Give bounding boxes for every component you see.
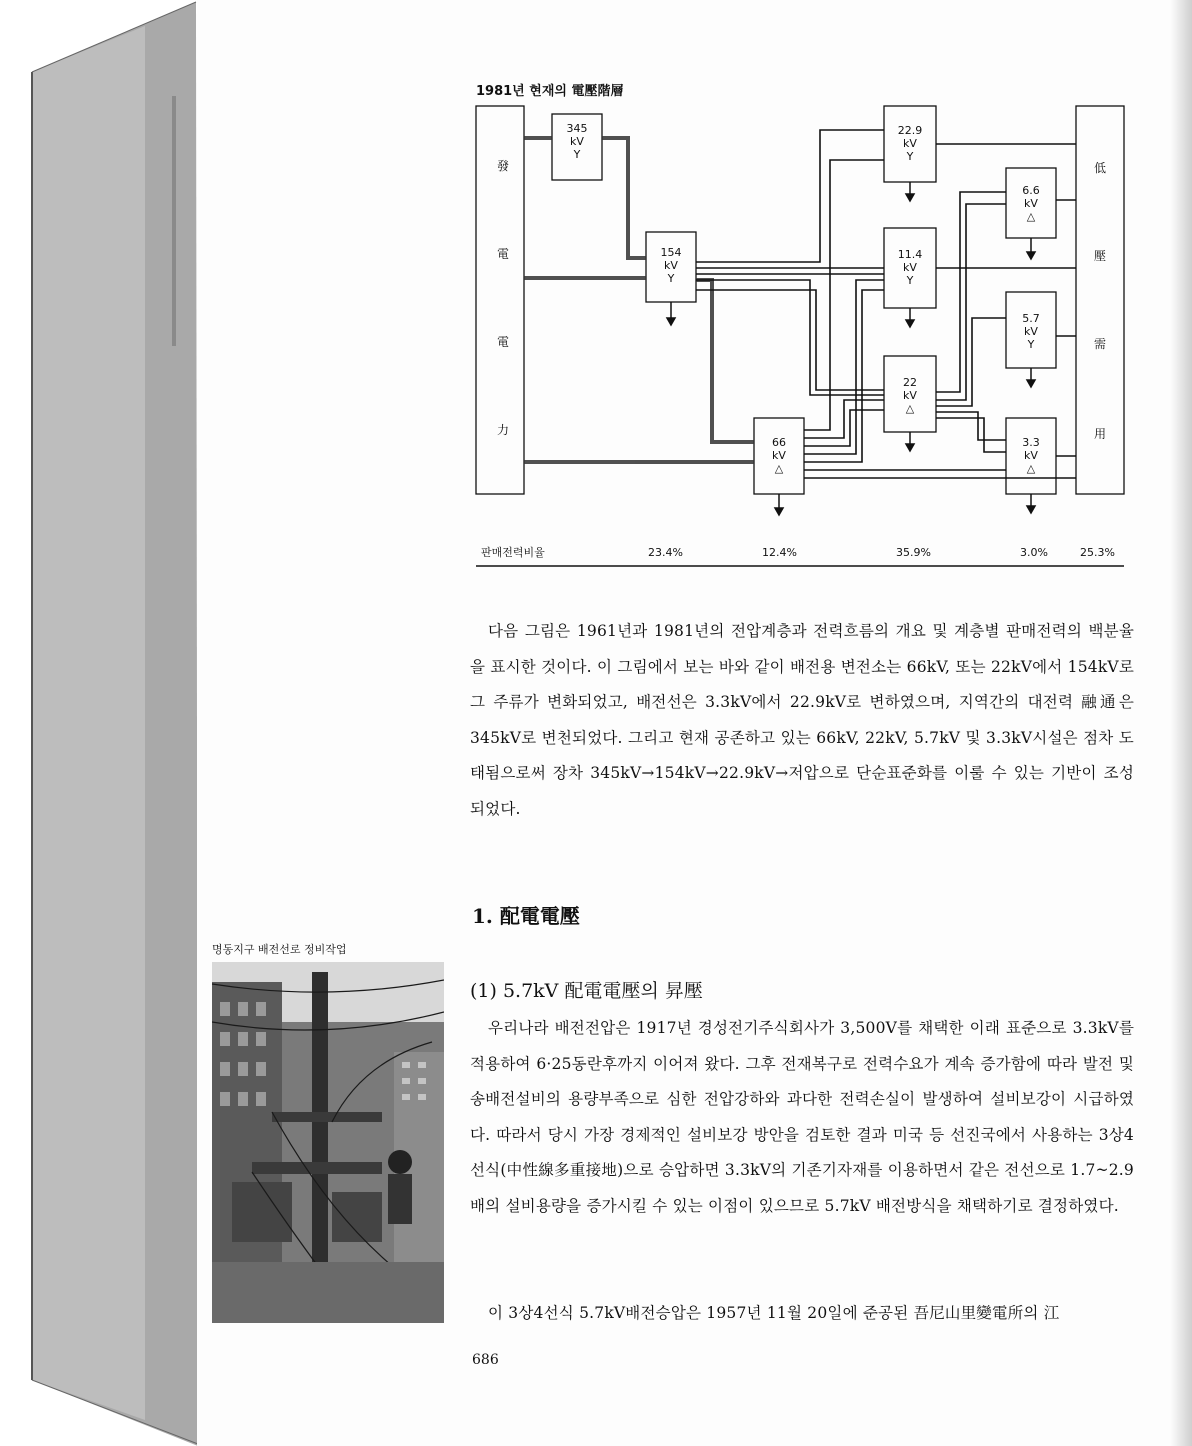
box-22-9kv-label: 22.9 kV Y xyxy=(897,124,923,163)
subsection-heading: (1) 5.7kV 配電電壓의 昇壓 xyxy=(470,980,703,1002)
box-11-4kv-label: 11.4 kV Y xyxy=(897,248,923,287)
photo-caption: 명동지구 배전선로 정비작업 xyxy=(212,943,347,956)
generation-label-3: 電 xyxy=(496,335,509,349)
book-spine xyxy=(0,0,200,1446)
generation-label-2: 電 xyxy=(496,247,509,261)
paragraph-intro: 다음 그림은 1961년과 1981년의 전압계층과 전력흐름의 개요 및 계층별 판매전력의 백분율을 표시한 것이다. 이 그림에서 보는 바와 같이 배전용 변전소는 66kV, 또는 22kV에서 154kV로 그 주류가 변화되었고, 배전선은 3.3kV에서 22.9kV로 변하였으며, 지역간의 대전력 融通은 345kV로 변천되었다. 그리고 현재 공존하고 있는 66kV, 22kV, 5.7kV 및 3.3kV시설은 점차 도태됨으로써 장차 345kV→154kV→22.9kV→저압으로 단순표준화를 이룰 수 있는 기반이 조성되었다. xyxy=(470,622,1134,818)
low-voltage-label-2: 壓 xyxy=(1093,249,1106,263)
page-number: 686 xyxy=(472,1352,499,1368)
figure-title: 1981년 현재의 電壓階層 xyxy=(476,84,624,99)
low-voltage-label-4: 用 xyxy=(1093,427,1106,441)
box-6-6kv-label: 6.6 kV △ xyxy=(1022,184,1040,223)
ratio-value: 3.0% xyxy=(1020,546,1048,559)
box-154kv-label: 154 kV Y xyxy=(660,246,682,285)
distribution-line-work-photo xyxy=(212,962,444,1323)
generation-label-1: 發 xyxy=(496,159,509,173)
paragraph-continued: 이 3상4선식 5.7kV배전승압은 1957년 11월 20일에 준공된 吾尼山里變電所의 江 xyxy=(488,1304,1060,1322)
low-voltage-label-1: 低 xyxy=(1093,161,1106,175)
low-voltage-label-3: 需 xyxy=(1093,337,1106,351)
box-345kv-label: 345 kV Y xyxy=(566,122,588,161)
box-66kv-label: 66 kV △ xyxy=(772,436,786,475)
sales-ratio-label: 판매전력비율 xyxy=(481,546,545,559)
paragraph-history: 우리나라 배전전압은 1917년 경성전기주식회사가 3,500V를 채택한 이래 표준으로 3.3kV를 적용하여 6·25동란후까지 이어져 왔다. 그후 전재복구로 전력수요가 계속 증가함에 따라 발전 및 송배전설비의 용량부족으로 심한 전압강하와 과다한 전력손실이 발생하여 설비보강이 시급하였다. 따라서 당시 가장 경제적인 설비보강 방안을 검토한 결과 미국 등 선진국에서 사용하는 3상4선식(中性線多重接地)으로 승압하면 3.3kV의 기존기자재를 이용하면서 같은 전선으로 1.7~2.9배의 설비용량을 증가시킬 수 있는 이점이 있으므로 5.7kV 배전방식을 채택하기로 결정하였다. xyxy=(470,1019,1134,1215)
generation-label-4: 力 xyxy=(496,423,509,437)
box-5-7kv-label: 5.7 kV Y xyxy=(1022,312,1040,351)
box-3-3kv-label: 3.3 kV △ xyxy=(1022,436,1040,475)
ratio-value: 23.4% xyxy=(648,546,683,559)
page-edge-shadow xyxy=(1170,0,1192,1446)
ratio-value: 35.9% xyxy=(896,546,931,559)
section-heading: 1. 配電電壓 xyxy=(472,904,580,928)
ratio-value: 25.3% xyxy=(1080,546,1115,559)
box-22kv-label: 22 kV △ xyxy=(903,376,917,415)
ratio-value: 12.4% xyxy=(762,546,797,559)
